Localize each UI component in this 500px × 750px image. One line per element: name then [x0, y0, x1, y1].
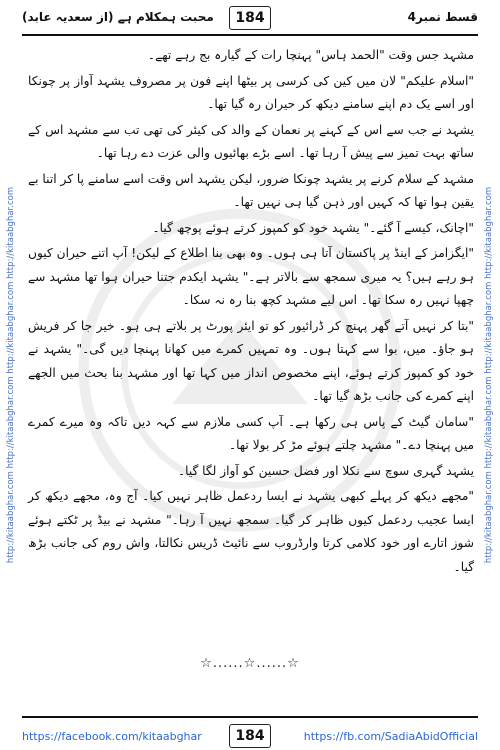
paragraph: "ایگزامز کے اینڈ پر پاکستان آتا ہی ہوں۔ وہ بھی بنا اطلاع کے لیکن! آپ اتنے حیران کیوں ہو رہے ہیں؟ یہ میری سمجھ سے بالاتر ہے۔" یشہد ایکدم جتنا حیران ہوا تھا مشہد سے چھپا نہیں رہ سکا تھا۔ اس لیے مشہد کچھ بنا رہ نہ سکا۔ — [28, 246, 474, 307]
paragraph: یشہد نے جب سے اس کے کہنے پر نعمان کے والد کی کیئر کی تھی تب سے مشہد اس کے ساتھ بہت تمیز سے پیش آ رہا تھا۔ اسے بڑے بھائیوں والی عزت دے رہا تھا۔ — [28, 122, 474, 160]
story-text — [28, 44, 474, 702]
page-footer — [0, 718, 500, 750]
paragraph: "اچانک، کیسے آ گئے۔" یشہد خود کو کمپوز کرتے ہوئے پوچھ گیا۔ — [152, 220, 474, 235]
page-number-top: 184 — [229, 6, 271, 30]
facebook-link[interactable]: https://facebook.com/kitaabghar — [22, 730, 202, 743]
header-rule — [22, 34, 478, 36]
episode-label: قسط نمبر4 — [407, 10, 478, 24]
author-facebook-link[interactable]: https://fb.com/SadiaAbidOfficial — [303, 730, 478, 743]
paragraph: "بتا کر نہیں آتے گھر پہنچ کر ڈرائیور کو تو ایئر پورٹ پر بلاتے ہی ہو۔ خیر جا کر فریش ہو جاؤ۔ میں، بوا سے کہتا ہوں۔ وہ تمہیں کمرے میں کھانا پہنچا دیں گی۔" یشہد نے خود کو کمپوز کرتے ہوئے، اپنے مخصوص انداز میں کہا تھا اور مشہد بنا بحث میں الجھے اپنے کمرے کی جانب بڑھ گیا تھا۔ — [28, 318, 474, 403]
section-separator: ☆......☆......☆ — [200, 656, 300, 671]
paragraph: مشہد جس وقت "الحمد ہاس" پہنچا رات کے گیارہ بج رہے تھے۔ — [147, 48, 474, 62]
paragraph: "مجھے دیکھ کر پہلے کبھی یشہد نے ایسا ردعمل ظاہر نہیں کیا۔ آج وہ، مجھے دیکھ کر ایسا عجیب ردعمل کیوں ظاہر کر گیا۔ سمجھ نہیں آ رہا۔" مشہد نے بیڈ پر ٹکتے ہوئے شوز اتارے اور خود کلامی کرتا وارڈروب سے نائیٹ ڈریس نکالتا، واش روم کی جانب بڑھ گیا۔ — [28, 489, 474, 574]
page-header — [22, 6, 478, 32]
paragraph: مشہد کے سلام کرنے پر یشہد چونکا ضرور، لیکن یشہد اس وقت اسے سامنے پا کر اتنا بے یقین ہوا تھا کہ کہیں اور ذہن گیا ہی نہیں تھا۔ — [28, 171, 474, 209]
side-watermark-left: http://kitaabghar.com http://kitaabghar.com http://kitaabghar.com http://kitaabghar.com — [6, 186, 16, 564]
paragraph: یشہد گہری سوچ سے نکلا اور فضل حسین کو آواز لگا گیا۔ — [177, 463, 474, 478]
page-number-bottom: 184 — [229, 724, 271, 748]
paragraph: "اسلام علیکم" لان میں کین کی کرسی پر بیٹھا اپنے فون پر مصروف یشہد آواز پر چونکا اور اسے یک دم اپنے سامنے دیکھ کر حیران رہ گیا تھا۔ — [28, 73, 474, 111]
paragraph: "سامان گیٹ کے پاس ہی رکھا ہے۔ آپ کسی ملازم سے کہہ دیں تاکہ وہ میرے کمرے میں پہنچا دے۔" مشہد چلتے ہوئے مڑ کر بولا تھا۔ — [28, 414, 474, 452]
book-title: محبت ہمکلام ہے (از سعدیہ عابد) — [22, 10, 214, 24]
side-watermark-right: http://kitaabghar.com http://kitaabghar.com http://kitaabghar.com http://kitaabghar.com — [484, 186, 494, 564]
